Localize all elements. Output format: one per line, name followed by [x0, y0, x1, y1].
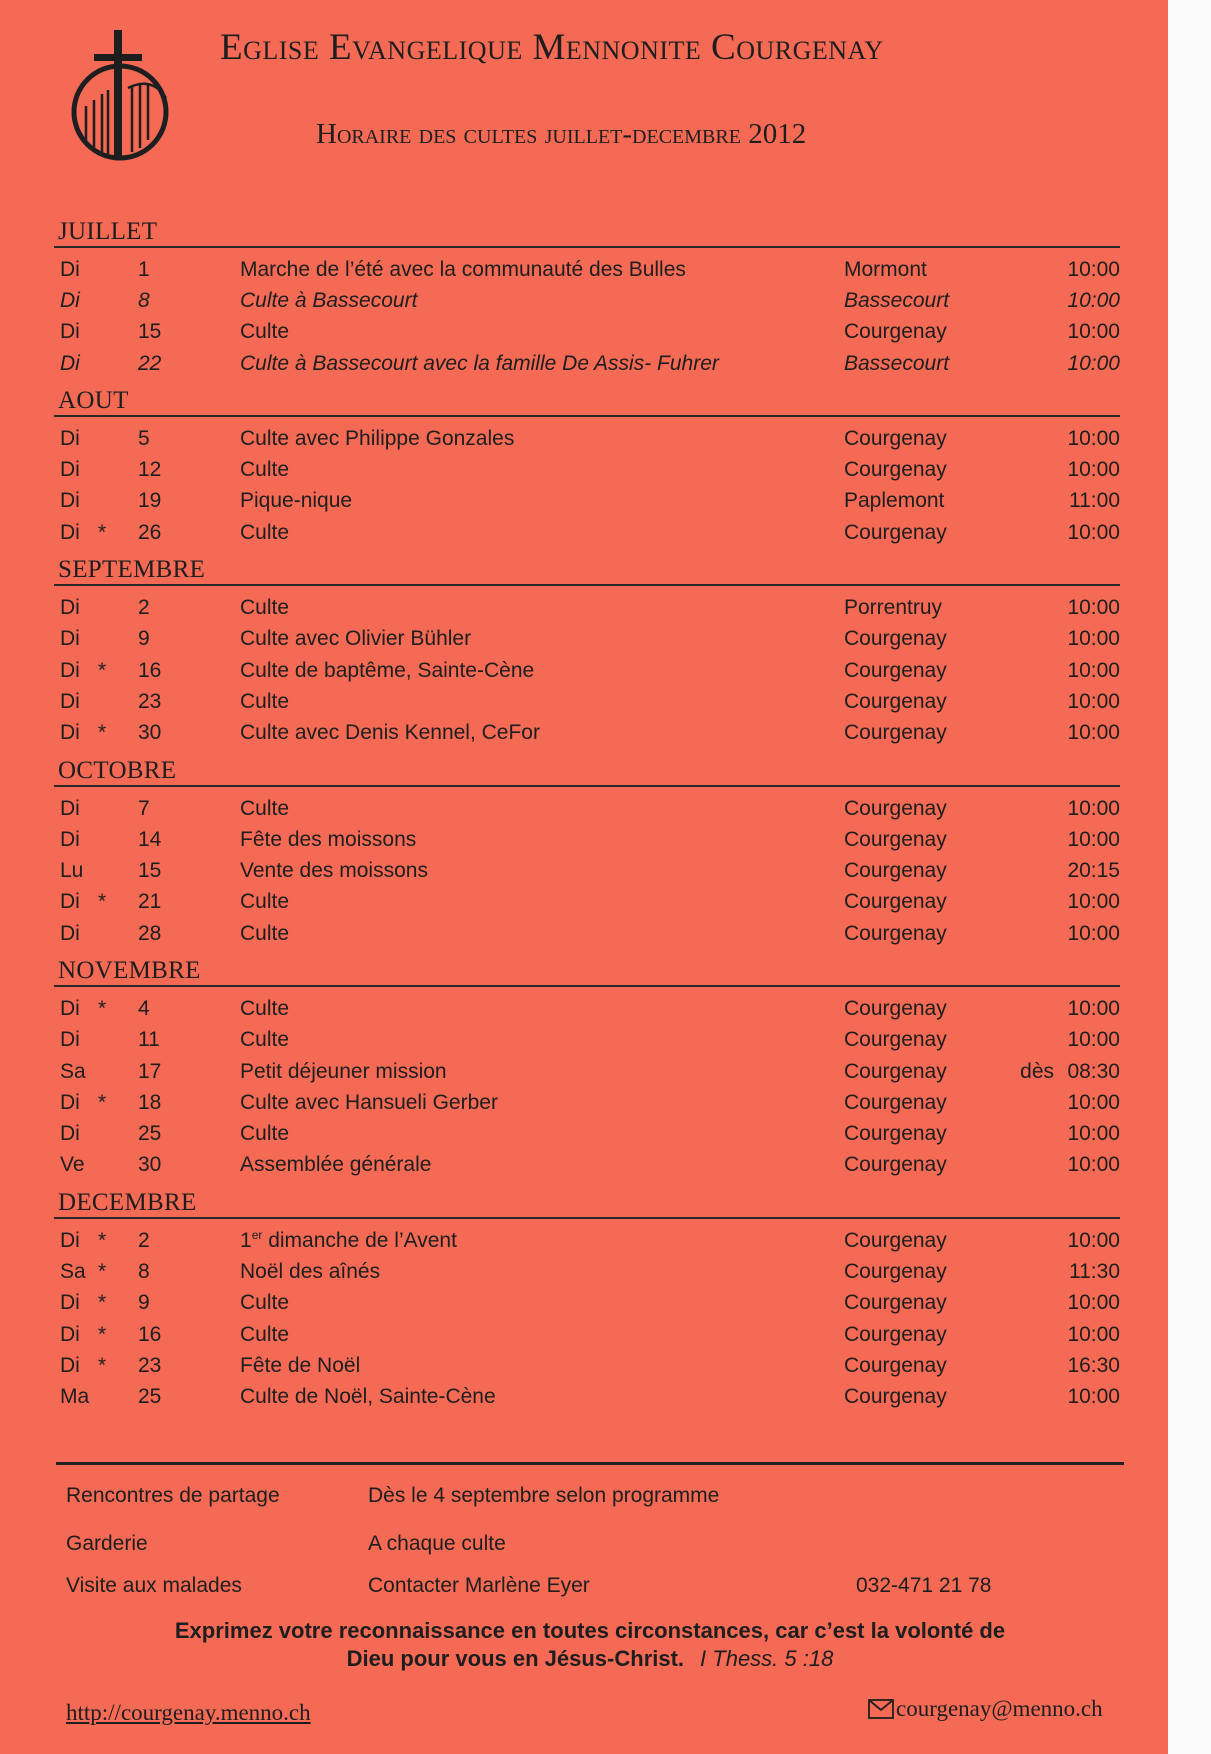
event-name: Culte [240, 921, 290, 945]
day-number: 1 [138, 257, 150, 281]
event-name: Petit déjeuner mission [240, 1059, 447, 1083]
start-time: 16:30 [1067, 1353, 1120, 1377]
weekday: Di [60, 1122, 80, 1146]
schedule-row [54, 285, 1120, 316]
location: Courgenay [844, 1059, 947, 1083]
event-name: Assemblée générale [240, 1153, 432, 1177]
info-value: A chaque culte [368, 1532, 506, 1555]
start-time: 10:00 [1067, 458, 1120, 482]
day-number: 4 [138, 996, 150, 1020]
weekday: Di [60, 426, 80, 450]
info-label: Visite aux malades [66, 1574, 242, 1597]
event-name: Vente des moissons [240, 859, 428, 883]
start-time: 10:00 [1067, 426, 1120, 450]
highlight-star: * [98, 520, 107, 544]
event-name: Culte avec Denis Kennel, CeFor [240, 721, 540, 745]
start-time: 10:00 [1067, 257, 1120, 281]
day-number: 16 [138, 658, 162, 682]
location: Courgenay [844, 627, 947, 651]
schedule-row [54, 1087, 1120, 1118]
start-time: 10:00 [1067, 890, 1120, 914]
info-value: Contacter Marlène Eyer [368, 1574, 590, 1597]
highlight-star: * [98, 1260, 107, 1284]
weekday: Di [60, 1090, 80, 1114]
start-time: 10:00 [1067, 288, 1120, 312]
location: Courgenay [844, 796, 947, 820]
email-address: courgenay@menno.ch [896, 1696, 1103, 1721]
weekday: Di [60, 1228, 80, 1252]
location: Courgenay [844, 458, 947, 482]
weekday: Di [60, 351, 80, 375]
day-number: 25 [138, 1385, 162, 1409]
schedule-row [54, 517, 1120, 548]
location: Courgenay [844, 1260, 947, 1284]
event-name: Culte [240, 520, 290, 544]
email-contact[interactable] [868, 1696, 1103, 1722]
day-number: 28 [138, 921, 162, 945]
location: Mormont [844, 257, 927, 281]
cross-circle-logo-icon [66, 28, 178, 164]
start-time: 10:00 [1067, 1228, 1120, 1252]
event-name: Culte [240, 320, 290, 344]
event-name: Culte [240, 1322, 290, 1346]
schedule-row [54, 1256, 1120, 1287]
weekday: Di [60, 1322, 80, 1346]
schedule-row [54, 918, 1120, 949]
event-name: Culte à Bassecourt [240, 288, 418, 312]
month-heading: DECEMBRE [54, 1189, 1120, 1219]
day-number: 17 [138, 1059, 162, 1083]
location: Courgenay [844, 426, 947, 450]
weekday: Di [60, 627, 80, 651]
location: Courgenay [844, 520, 947, 544]
schedule-row [54, 1225, 1120, 1256]
weekday: Di [60, 721, 80, 745]
day-number: 14 [138, 827, 162, 851]
weekday: Di [60, 288, 80, 312]
weekday: Di [60, 1353, 80, 1377]
weekday: Di [60, 921, 80, 945]
day-number: 15 [138, 859, 162, 883]
schedule-row [54, 1350, 1120, 1381]
day-number: 11 [138, 1028, 160, 1052]
start-time: 10:00 [1067, 1153, 1120, 1177]
weekday: Di [60, 827, 80, 851]
weekday: Di [60, 689, 80, 713]
highlight-star: * [98, 1353, 107, 1377]
day-number: 26 [138, 520, 162, 544]
verse-line-1: Exprimez votre reconnaissance en toutes circonstances, car c’est la volonté de [174, 1618, 1006, 1643]
location: Courgenay [844, 658, 947, 682]
schedule-row [54, 423, 1120, 454]
schedule-row [54, 1288, 1120, 1319]
weekday: Di [60, 458, 80, 482]
schedule-row [54, 254, 1120, 285]
month-rows [54, 417, 1120, 552]
day-number: 7 [138, 796, 150, 820]
time-prefix: dès [1020, 1059, 1054, 1083]
start-time: 10:00 [1067, 921, 1120, 945]
day-number: 30 [138, 1153, 162, 1177]
event-name: Fête de Noël [240, 1353, 361, 1377]
weekday: Di [60, 257, 80, 281]
start-time: 10:00 [1067, 520, 1120, 544]
location: Paplemont [844, 489, 945, 513]
event-name: Noël des aînés [240, 1260, 381, 1284]
weekday: Lu [60, 859, 84, 883]
location: Courgenay [844, 996, 947, 1020]
start-time: 10:00 [1067, 596, 1120, 620]
month-heading: SEPTEMBRE [54, 556, 1120, 586]
schedule-row [54, 824, 1120, 855]
highlight-star: * [98, 1322, 107, 1346]
day-number: 30 [138, 721, 162, 745]
event-name: Culte [240, 1122, 290, 1146]
location: Courgenay [844, 1153, 947, 1177]
location: Courgenay [844, 1028, 947, 1052]
start-time: 10:00 [1067, 996, 1120, 1020]
schedule-row [54, 486, 1120, 517]
start-time: 10:00 [1067, 827, 1120, 851]
highlight-star: * [98, 658, 107, 682]
schedule-table [54, 214, 1120, 1417]
event-name: Culte [240, 689, 290, 713]
weekday: Sa [60, 1059, 86, 1083]
month-rows [54, 787, 1120, 953]
day-number: 19 [138, 489, 162, 513]
start-time: 11:00 [1069, 489, 1120, 513]
weekday: Di [60, 890, 80, 914]
weekday: Di [60, 796, 80, 820]
website-link[interactable]: http://courgenay.menno.ch [66, 1700, 311, 1725]
start-time: 10:00 [1067, 658, 1120, 682]
day-number: 22 [138, 351, 162, 375]
event-name: Culte [240, 1028, 290, 1052]
location: Courgenay [844, 1291, 947, 1315]
event-name: Pique-nique [240, 489, 353, 513]
day-number: 15 [138, 320, 162, 344]
start-time: 11:30 [1069, 1260, 1120, 1284]
month-heading: JUILLET [54, 218, 1120, 248]
start-time: 10:00 [1067, 1090, 1120, 1114]
start-time: 10:00 [1067, 721, 1120, 745]
event-name: Culte de Noël, Sainte-Cène [240, 1385, 496, 1409]
schedule-row [54, 993, 1120, 1024]
weekday: Di [60, 1291, 80, 1315]
weekday: Ve [60, 1153, 85, 1177]
day-number: 25 [138, 1122, 162, 1146]
bottom-divider [56, 1462, 1124, 1465]
day-number: 12 [138, 458, 162, 482]
schedule-row [54, 1319, 1120, 1350]
weekday: Ma [60, 1385, 90, 1409]
start-time: 10:00 [1067, 1385, 1120, 1409]
event-name: Culte de baptême, Sainte-Cène [240, 658, 535, 682]
event-name: Culte à Bassecourt avec la famille De Assis- Fuhrer [240, 351, 719, 375]
day-number: 5 [138, 426, 150, 450]
start-time: 10:00 [1067, 1291, 1120, 1315]
event-name: Culte [240, 796, 290, 820]
info-label: Garderie [66, 1532, 148, 1555]
location: Bassecourt [844, 288, 950, 312]
weekday: Di [60, 489, 80, 513]
event-name: Culte [240, 458, 290, 482]
day-number: 23 [138, 689, 162, 713]
event-name: Fête des moissons [240, 827, 417, 851]
info-value: Dès le 4 septembre selon programme [368, 1484, 720, 1507]
schedule-subtitle: Horaire des cultes juillet-decembre 2012 [316, 118, 807, 150]
weekday: Di [60, 596, 80, 620]
location: Courgenay [844, 1385, 947, 1409]
highlight-star: * [98, 996, 107, 1020]
church-title: Eglise Evangelique Mennonite Courgenay [220, 27, 884, 68]
schedule-row [54, 317, 1120, 348]
day-number: 2 [138, 1228, 150, 1252]
highlight-star: * [98, 890, 107, 914]
day-number: 23 [138, 1353, 162, 1377]
location: Courgenay [844, 689, 947, 713]
weekday: Di [60, 996, 80, 1020]
schedule-row [54, 592, 1120, 623]
event-name: 1er dimanche de l’Avent [240, 1228, 457, 1253]
event-name: Culte avec Hansueli Gerber [240, 1090, 498, 1114]
verse-line-2: Dieu pour vous en Jésus-Christ. [346, 1646, 685, 1671]
start-time: 10:00 [1067, 627, 1120, 651]
schedule-row [54, 1119, 1120, 1150]
start-time: 10:00 [1067, 1322, 1120, 1346]
schedule-row [54, 624, 1120, 655]
day-number: 16 [138, 1322, 162, 1346]
day-number: 2 [138, 596, 150, 620]
start-time: 10:00 [1067, 320, 1120, 344]
event-name: Culte avec Olivier Bühler [240, 627, 472, 651]
weekday: Sa [60, 1260, 86, 1284]
schedule-row [54, 655, 1120, 686]
envelope-icon [868, 1699, 894, 1719]
highlight-star: * [98, 1090, 107, 1114]
weekday: Di [60, 320, 80, 344]
start-time: 10:00 [1067, 796, 1120, 820]
location: Bassecourt [844, 351, 950, 375]
location: Porrentruy [844, 596, 943, 620]
month-heading: AOUT [54, 387, 1120, 417]
event-name: Marche de l’été avec la communauté des Bulles [240, 257, 686, 281]
location: Courgenay [844, 721, 947, 745]
highlight-star: * [98, 721, 107, 745]
event-name: Culte [240, 1291, 290, 1315]
weekday: Di [60, 520, 80, 544]
schedule-row [54, 686, 1120, 717]
weekday: Di [60, 658, 80, 682]
start-time: 10:00 [1067, 351, 1120, 375]
verse-reference: I Thess. 5 :18 [700, 1646, 834, 1671]
schedule-row [54, 1025, 1120, 1056]
schedule-row [54, 887, 1120, 918]
month-heading: OCTOBRE [54, 757, 1120, 787]
month-rows [54, 248, 1120, 383]
location: Courgenay [844, 320, 947, 344]
start-time: 10:00 [1067, 1122, 1120, 1146]
month-rows [54, 987, 1120, 1185]
month-rows [54, 586, 1120, 752]
location: Courgenay [844, 890, 947, 914]
scan-margin [1168, 0, 1211, 1754]
schedule-row [54, 1056, 1120, 1087]
start-time: 20:15 [1067, 859, 1120, 883]
day-number: 21 [138, 890, 162, 914]
highlight-star: * [98, 1228, 107, 1252]
location: Courgenay [844, 1228, 947, 1252]
day-number: 8 [138, 288, 150, 312]
location: Courgenay [844, 1090, 947, 1114]
day-number: 18 [138, 1090, 162, 1114]
day-number: 9 [138, 1291, 150, 1315]
phone-number: 032-471 21 78 [856, 1574, 992, 1597]
schedule-row [54, 1150, 1120, 1181]
location: Courgenay [844, 1353, 947, 1377]
schedule-row [54, 793, 1120, 824]
highlight-star: * [98, 1291, 107, 1315]
start-time: 10:00 [1067, 689, 1120, 713]
event-name: Culte [240, 596, 290, 620]
day-number: 9 [138, 627, 150, 651]
event-name: Culte [240, 890, 290, 914]
event-name: Culte avec Philippe Gonzales [240, 426, 515, 450]
schedule-row [54, 855, 1120, 886]
schedule-row [54, 1382, 1120, 1413]
weekday: Di [60, 1028, 80, 1052]
month-rows [54, 1219, 1120, 1417]
event-name: Culte [240, 996, 290, 1020]
schedule-row [54, 718, 1120, 749]
schedule-row [54, 454, 1120, 485]
location: Courgenay [844, 859, 947, 883]
info-label: Rencontres de partage [66, 1484, 280, 1507]
location: Courgenay [844, 921, 947, 945]
location: Courgenay [844, 827, 947, 851]
day-number: 8 [138, 1260, 150, 1284]
location: Courgenay [844, 1122, 947, 1146]
bible-verse [60, 1617, 1120, 1673]
location: Courgenay [844, 1322, 947, 1346]
start-time: 08:30 [1067, 1059, 1120, 1083]
schedule-row [54, 348, 1120, 379]
month-heading: NOVEMBRE [54, 957, 1120, 987]
start-time: 10:00 [1067, 1028, 1120, 1052]
